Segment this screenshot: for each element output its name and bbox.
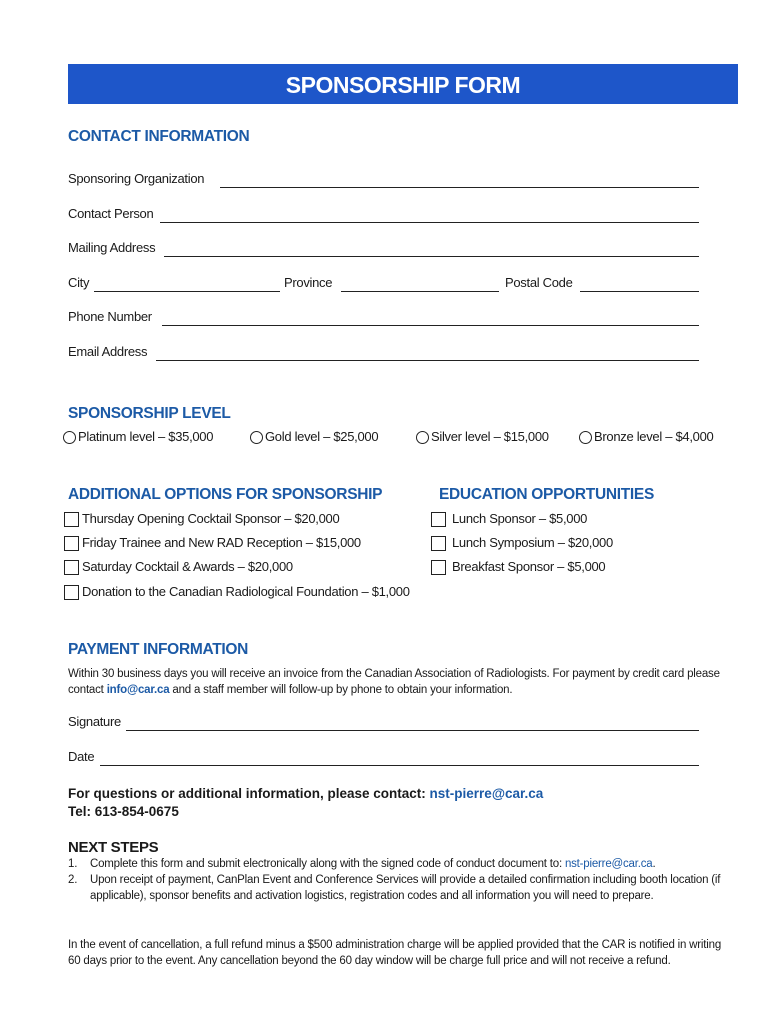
organization-line[interactable] <box>220 187 699 188</box>
phone-line[interactable] <box>162 325 699 326</box>
date-label: Date <box>68 749 95 764</box>
radio-circle-icon[interactable] <box>250 431 263 444</box>
contact-info-heading: CONTACT INFORMATION <box>68 128 250 145</box>
checkbox-icon[interactable] <box>64 512 79 527</box>
mailing-address-field[interactable] <box>68 240 699 258</box>
donation-checkbox[interactable]: Donation to the Canadian Radiological Foundation – $1,000 <box>64 584 410 602</box>
next-steps-list <box>68 856 733 904</box>
checkbox-icon[interactable] <box>64 560 79 575</box>
checkbox-icon[interactable] <box>431 560 446 575</box>
phone-label: Phone Number <box>68 309 152 324</box>
city-label: City <box>68 275 90 290</box>
postal-code-label: Postal Code <box>505 275 573 290</box>
bronze-level-radio[interactable]: Bronze level – $4,000 <box>579 429 713 444</box>
lunch-symposium-checkbox[interactable]: Lunch Symposium – $20,000 <box>431 535 613 553</box>
radio-circle-icon[interactable] <box>579 431 592 444</box>
organization-field[interactable] <box>68 171 699 189</box>
date-line[interactable] <box>100 765 699 766</box>
silver-level-radio[interactable]: Silver level – $15,000 <box>416 429 549 444</box>
signature-label: Signature <box>68 714 121 729</box>
signature-line[interactable] <box>126 730 699 731</box>
signature-field[interactable] <box>68 714 699 732</box>
info-email-link[interactable]: info@car.ca <box>106 684 170 696</box>
phone-field[interactable] <box>68 309 699 327</box>
step-2: 2. Upon receipt of payment, CanPlan Event and Conference Services will provide a detailed confirmation including booth location (if applicable), sponsor benefits and activation logistics, registration codes and all information you will need to prepare. <box>68 874 721 902</box>
city-province-postal-row <box>68 275 699 293</box>
mailing-address-label: Mailing Address <box>68 240 156 255</box>
platinum-level-radio[interactable]: Platinum level – $35,000 <box>63 429 213 444</box>
sponsorship-level-options <box>63 429 743 447</box>
gold-level-radio[interactable]: Gold level – $25,000 <box>250 429 378 444</box>
education-heading: EDUCATION OPPORTUNITIES <box>439 486 654 503</box>
checkbox-icon[interactable] <box>64 536 79 551</box>
payment-text: Within 30 business days you will receive an invoice from the Canadian Association of Radiologists. For payment by credit card please contact info@car.ca and a staff member will follow-up by phone to obtain your information. <box>68 668 720 696</box>
saturday-cocktail-checkbox[interactable]: Saturday Cocktail & Awards – $20,000 <box>64 559 293 577</box>
cancellation-policy: In the event of cancellation, a full refund minus a $500 administration charge will be applied provided that the CAR is notified in writing 60 days prior to the event. Any cancellation beyond the 60 day window will be charge full price and will not receive a refund. <box>68 939 722 967</box>
postal-code-line[interactable] <box>580 291 699 292</box>
province-line[interactable] <box>341 291 499 292</box>
province-label: Province <box>284 275 333 290</box>
sponsorship-level-heading: SPONSORSHIP LEVEL <box>68 405 231 422</box>
radio-circle-icon[interactable] <box>416 431 429 444</box>
email-line[interactable] <box>156 360 699 361</box>
checkbox-icon[interactable] <box>431 536 446 551</box>
questions-contact: For questions or additional information, please contact: nst-pierre@car.ca <box>68 786 544 801</box>
radio-circle-icon[interactable] <box>63 431 76 444</box>
organization-label: Sponsoring Organization <box>68 171 205 186</box>
thursday-cocktail-checkbox[interactable]: Thursday Opening Cocktail Sponsor – $20,000 <box>64 511 339 529</box>
city-line[interactable] <box>94 291 280 292</box>
step-1: 1. Complete this form and submit electronically along with the signed code of conduct document to: nst-pierre@car.ca. <box>68 858 656 870</box>
step-email-link[interactable]: nst-pierre@car.ca <box>564 858 653 870</box>
contact-tel: Tel: 613-854-0675 <box>68 804 179 819</box>
checkbox-icon[interactable] <box>431 512 446 527</box>
lunch-sponsor-checkbox[interactable]: Lunch Sponsor – $5,000 <box>431 511 587 529</box>
contact-person-line[interactable] <box>160 222 699 223</box>
payment-heading: PAYMENT INFORMATION <box>68 641 249 658</box>
date-field[interactable] <box>68 749 699 767</box>
friday-reception-checkbox[interactable]: Friday Trainee and New RAD Reception – $15,000 <box>64 535 361 553</box>
additional-options-heading: ADDITIONAL OPTIONS FOR SPONSORSHIP <box>68 486 383 503</box>
breakfast-sponsor-checkbox[interactable]: Breakfast Sponsor – $5,000 <box>431 559 605 577</box>
email-label: Email Address <box>68 344 148 359</box>
next-steps-heading: NEXT STEPS <box>68 839 159 856</box>
form-title-banner: SPONSORSHIP FORM <box>68 64 738 104</box>
contact-person-label: Contact Person <box>68 206 154 221</box>
contact-email-link[interactable]: nst-pierre@car.ca <box>429 786 544 801</box>
mailing-address-line[interactable] <box>164 256 699 257</box>
checkbox-icon[interactable] <box>64 585 79 600</box>
email-field[interactable] <box>68 344 699 362</box>
contact-person-field[interactable] <box>68 206 699 224</box>
